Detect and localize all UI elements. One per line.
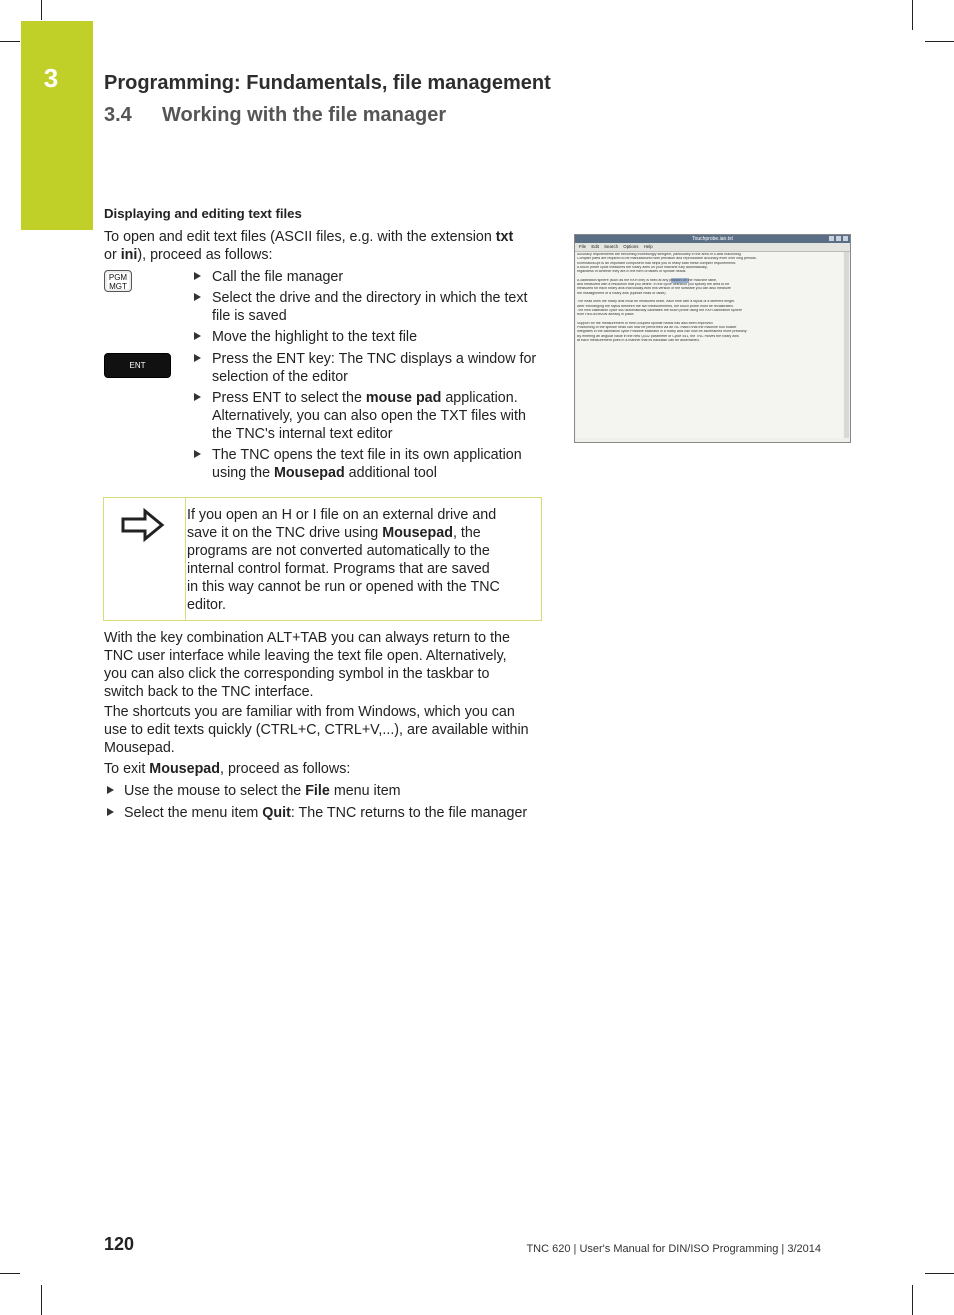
text-area bbox=[576, 252, 843, 438]
page-number: 120 bbox=[104, 1234, 135, 1254]
close-icon bbox=[843, 236, 848, 241]
menu-help: Help bbox=[643, 244, 653, 249]
editor-line: Complex parts are required to be manufactured with precision and reproducible accuracy even over long periods. bbox=[577, 257, 757, 261]
arrow-right-icon bbox=[121, 508, 165, 542]
list-item: Press ENT to select the mouse pad application. Alternatively, you can also open the TXT files with the TNC's internal text editor bbox=[212, 390, 526, 442]
ent-key: ENT bbox=[104, 353, 171, 378]
editor-line: Accuracy requirements are becoming increasingly stringent, particularly in the area of 5-axis machining. bbox=[577, 253, 742, 256]
editor-line: KinematicsOpt is an important component that helps you to really fulfill these complex requirements: bbox=[577, 261, 737, 265]
section-number: 3.4 bbox=[104, 104, 132, 126]
editor-line: the misalignment of a rotary axis (spindle head or table). bbox=[577, 291, 667, 295]
scrollbar bbox=[844, 252, 849, 438]
menu-bar bbox=[575, 243, 850, 252]
chapter-tab bbox=[21, 21, 93, 230]
editor-line: Positioning of the spindle head can now be performed via an NC macro that the machine tool builder bbox=[577, 326, 737, 330]
section-title: Working with the file manager bbox=[162, 104, 447, 126]
note-text: If you open an H or I file on an external drive and save it on the TNC drive using Mousepad, the programs are not converted automatically to the internal control format. Programs that are saved in this way cannot be run or opened with the TNC editor. bbox=[187, 507, 500, 613]
pgm-mgt-key: PGM MGT bbox=[104, 270, 132, 292]
editor-line: Support for the measurement of Hirth-coupled spindle heads has also been improved. bbox=[577, 321, 714, 325]
exit-intro: To exit Mousepad, proceed as follows: bbox=[104, 761, 351, 777]
crop-mark bbox=[0, 41, 20, 42]
bullet-arrow-icon bbox=[107, 786, 114, 794]
minimize-icon bbox=[829, 236, 834, 241]
editor-line: By entering an angular value in the new Q432 parameter of Cycle 451, the TNC moves the rotary axis bbox=[577, 334, 739, 338]
editor-line: The head uses the rotary axis must be measured twice, each time with a stylus of a different length. bbox=[577, 300, 736, 304]
list-item: Use the mouse to select the File menu item bbox=[124, 783, 401, 799]
footer-text: TNC 620 | User's Manual for DIN/ISO Programming | 3/2014 bbox=[526, 1243, 821, 1255]
editor-line: A touch probe cycle measures the rotary axes on your machine fully automatically, bbox=[577, 265, 708, 269]
list-item: Move the highlight to the text file bbox=[212, 329, 418, 345]
crop-mark bbox=[41, 0, 42, 20]
editor-line: After exchanging the stylus between the two measurements, the touch probe must be recalibrated. bbox=[577, 304, 734, 308]
bullet-arrow-icon bbox=[194, 393, 201, 401]
bullet-arrow-icon bbox=[194, 354, 201, 362]
editor-line: regardless of whether they are in the form of tables or spindle heads. bbox=[577, 270, 687, 274]
list-item: The TNC opens the text file in its own application using the Mousepad additional tool bbox=[212, 447, 522, 481]
bullet-arrow-icon bbox=[194, 272, 201, 280]
menu-file: File bbox=[579, 244, 587, 249]
subheading: Displaying and editing text files bbox=[104, 206, 302, 221]
note-box bbox=[103, 497, 542, 621]
menu-search: Search bbox=[604, 244, 619, 249]
crop-mark bbox=[0, 1273, 20, 1274]
paragraph: The shortcuts you are familiar with from Windows, which you can use to edit texts quickly (CTRL+C, CTRL+V,...), are available within Mousepad. bbox=[104, 704, 529, 756]
editor-line: from HEIDENHAIN already in place. bbox=[577, 313, 635, 317]
list-item: Call the file manager bbox=[212, 269, 344, 285]
chapter-number: 3 bbox=[43, 63, 59, 93]
intro-paragraph: To open and edit text files (ASCII files, e.g. with the extension txt or ini), proceed as follows: bbox=[104, 229, 514, 263]
editor-line: at each measurement point in a manner that its backlash can be ascertained. bbox=[577, 339, 700, 342]
bullet-arrow-icon bbox=[194, 293, 201, 301]
crop-mark bbox=[925, 1273, 954, 1274]
list-item: Press the ENT key: The TNC displays a window for selection of the editor bbox=[212, 351, 537, 385]
note-divider bbox=[185, 498, 186, 620]
editor-line: A calibration sphere (such as the KKH line) is fixed at any position on the machine table, bbox=[577, 278, 718, 282]
window-title: Touchprobe.ian.txt bbox=[575, 235, 850, 243]
bullet-arrow-icon bbox=[194, 450, 201, 458]
editor-line: integrates in the calibration cycle.Possible backlash in a rotary axis can now be ascertained more precisely. bbox=[577, 330, 748, 334]
paragraph: With the key combination ALT+TAB you can always return to the TNC user interface while leaving the text file open. Alternatively, you can also click the corresponding symbol in the taskbar to switch back to the TNC interface. bbox=[104, 630, 510, 700]
chapter-title: Programming: Fundamentals, file management bbox=[104, 72, 551, 94]
bullet-arrow-icon bbox=[107, 808, 114, 816]
editor-line: measured for each rotary axis individually.With this version of the software you can also measure bbox=[577, 287, 731, 291]
crop-mark bbox=[925, 41, 954, 42]
list-item: Select the drive and the directory in which the text file is saved bbox=[212, 290, 528, 324]
crop-mark bbox=[912, 1285, 913, 1315]
editor-line: and measured with a resolution that you define. In the cycle definition you specify the area to be bbox=[577, 283, 730, 287]
menu-options: Options bbox=[623, 244, 639, 249]
crop-mark bbox=[41, 1285, 42, 1315]
bullet-arrow-icon bbox=[194, 332, 201, 340]
list-item: Select the menu item Quit: The TNC returns to the file manager bbox=[124, 805, 528, 821]
editor-line: The new calibration cycle 460 automatically calibrates the touch probe using the KKH calibration sphere bbox=[577, 308, 743, 312]
crop-mark bbox=[912, 0, 913, 30]
menu-edit: Edit bbox=[591, 244, 599, 249]
mousepad-screenshot bbox=[574, 234, 851, 443]
maximize-icon bbox=[836, 236, 841, 241]
